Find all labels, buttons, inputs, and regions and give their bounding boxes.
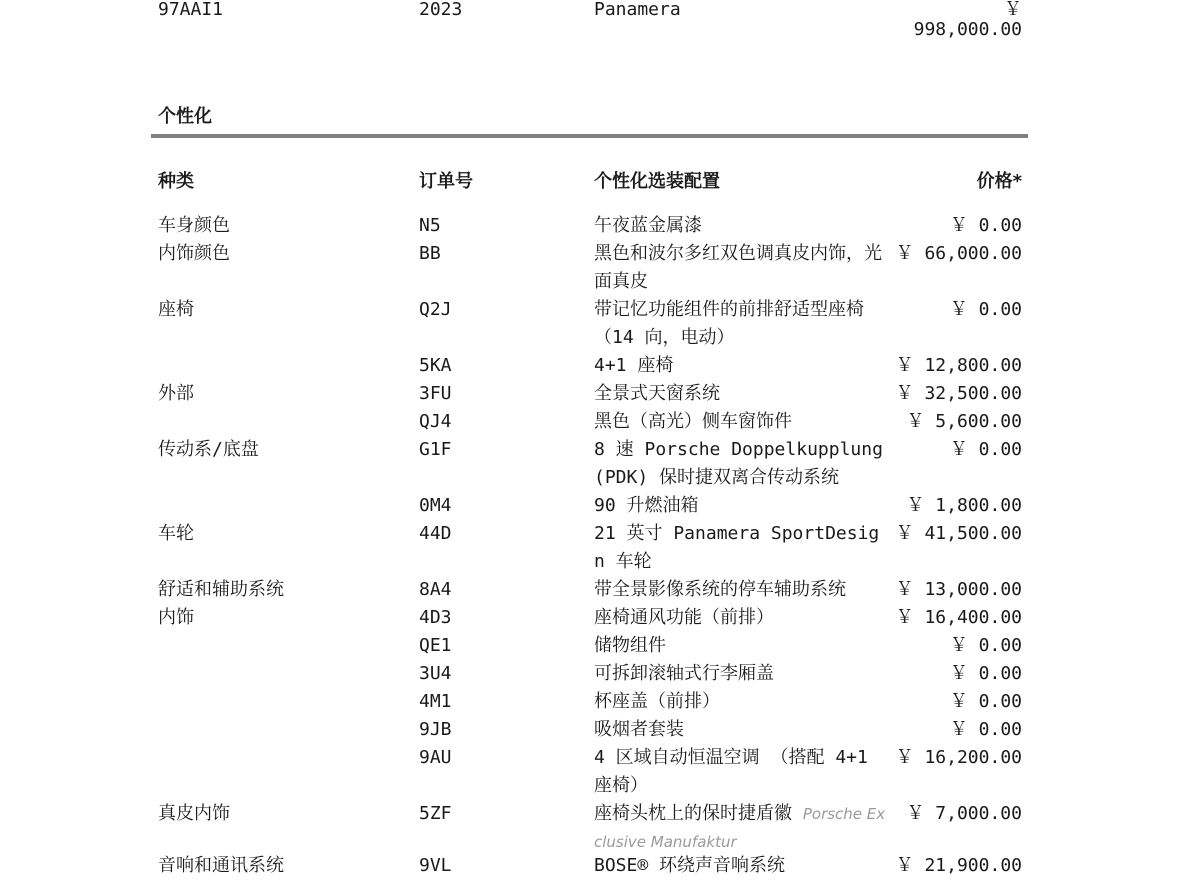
- row-price: ￥ 21,900.00: [895, 855, 1022, 876]
- row-option: 4+1 座椅: [594, 355, 674, 376]
- row-price: ￥ 0.00: [949, 663, 1022, 684]
- row-option: 黑色和波尔多红双色调真皮内饰，光面真皮: [594, 243, 882, 292]
- row-option: BOSE® 环绕声音响系统: [594, 855, 786, 876]
- row-option: 21 英寸 Panamera SportDesign 车轮: [594, 523, 880, 572]
- row-category: 外部: [158, 383, 194, 404]
- row-category: 音响和通讯系统: [158, 855, 284, 876]
- row-code: 9VL: [419, 855, 452, 876]
- row-code: N5: [419, 215, 441, 236]
- row-option-text: 座椅头枕上的保时捷盾徽: [594, 803, 792, 824]
- row-option: 可拆卸滚轴式行李厢盖: [594, 663, 774, 684]
- header-price: 价格*: [976, 171, 1022, 192]
- row-category: 内饰颜色: [158, 243, 230, 264]
- row-code: 0M4: [419, 495, 452, 516]
- row-price: ￥ 16,400.00: [895, 607, 1022, 628]
- manufaktur-note: Porsche Exclusive Manufaktur: [594, 805, 886, 851]
- row-price: ￥ 0.00: [949, 635, 1022, 656]
- row-option: 储物组件: [594, 635, 666, 656]
- row-price: ￥ 16,200.00: [895, 747, 1022, 768]
- row-code: 8A4: [419, 579, 452, 600]
- row-price: ￥ 12,800.00: [895, 355, 1022, 376]
- model-code: 97AAI1: [158, 0, 224, 20]
- row-category: 内饰: [158, 607, 194, 628]
- row-option: 带全景影像系统的停车辅助系统: [594, 579, 846, 600]
- row-code: BB: [419, 243, 441, 264]
- row-option: 带记忆功能组件的前排舒适型座椅（14 向，电动）: [594, 299, 864, 348]
- row-price: ￥ 5,600.00: [906, 411, 1022, 432]
- model-name: Panamera: [594, 0, 681, 20]
- row-option: 杯座盖（前排）: [594, 691, 720, 712]
- row-option: 90 升燃油箱: [594, 495, 699, 516]
- header-order-no: 订单号: [419, 171, 473, 192]
- row-option: 午夜蓝金属漆: [594, 215, 702, 236]
- row-code: 4M1: [419, 691, 452, 712]
- row-option: 全景式天窗系统: [594, 383, 720, 404]
- row-price: ￥ 13,000.00: [895, 579, 1022, 600]
- row-price: ￥ 0.00: [949, 691, 1022, 712]
- row-option: 8 速 Porsche Doppelkupplung (PDK) 保时捷双离合传动系统: [594, 439, 883, 488]
- row-category: 座椅: [158, 299, 194, 320]
- model-price-currency: ￥: [1004, 0, 1022, 20]
- section-divider: [151, 134, 1028, 138]
- row-option: 黑色（高光）侧车窗饰件: [594, 411, 792, 432]
- row-price: ￥ 0.00: [949, 299, 1022, 320]
- row-category: 舒适和辅助系统: [158, 579, 284, 600]
- row-code: 4D3: [419, 607, 452, 628]
- row-price: ￥ 66,000.00: [895, 243, 1022, 264]
- row-category: 车轮: [158, 523, 194, 544]
- row-code: QE1: [419, 635, 452, 656]
- model-price-value: 998,000.00: [913, 19, 1022, 40]
- row-price: ￥ 0.00: [949, 439, 1022, 460]
- row-code: 44D: [419, 523, 452, 544]
- row-option: 吸烟者套装: [594, 719, 684, 740]
- row-price: ￥ 0.00: [949, 215, 1022, 236]
- row-price: ￥ 0.00: [949, 719, 1022, 740]
- row-price: ￥ 32,500.00: [895, 383, 1022, 404]
- row-code: 3FU: [419, 383, 452, 404]
- row-category: 传动系/底盘: [158, 439, 259, 460]
- section-title: 个性化: [158, 106, 212, 127]
- row-option: 4 区域自动恒温空调 （搭配 4+1 座椅）: [594, 747, 868, 796]
- row-option: 座椅通风功能（前排）: [594, 607, 774, 628]
- row-price: ￥ 1,800.00: [906, 495, 1022, 516]
- row-category: 车身颜色: [158, 215, 230, 236]
- row-code: QJ4: [419, 411, 452, 432]
- row-price: ￥ 7,000.00: [906, 803, 1022, 824]
- row-code: Q2J: [419, 299, 452, 320]
- row-code: 9JB: [419, 719, 452, 740]
- row-code: 5KA: [419, 355, 452, 376]
- row-price: ￥ 41,500.00: [895, 523, 1022, 544]
- row-option: [594, 800, 886, 856]
- row-code: 3U4: [419, 663, 452, 684]
- row-code: 9AU: [419, 747, 452, 768]
- header-option: 个性化选装配置: [594, 171, 720, 192]
- row-code: 5ZF: [419, 803, 452, 824]
- header-category: 种类: [158, 171, 194, 192]
- model-price: [886, 0, 1022, 40]
- row-category: 真皮内饰: [158, 803, 230, 824]
- model-year: 2023: [419, 0, 463, 20]
- row-code: G1F: [419, 439, 452, 460]
